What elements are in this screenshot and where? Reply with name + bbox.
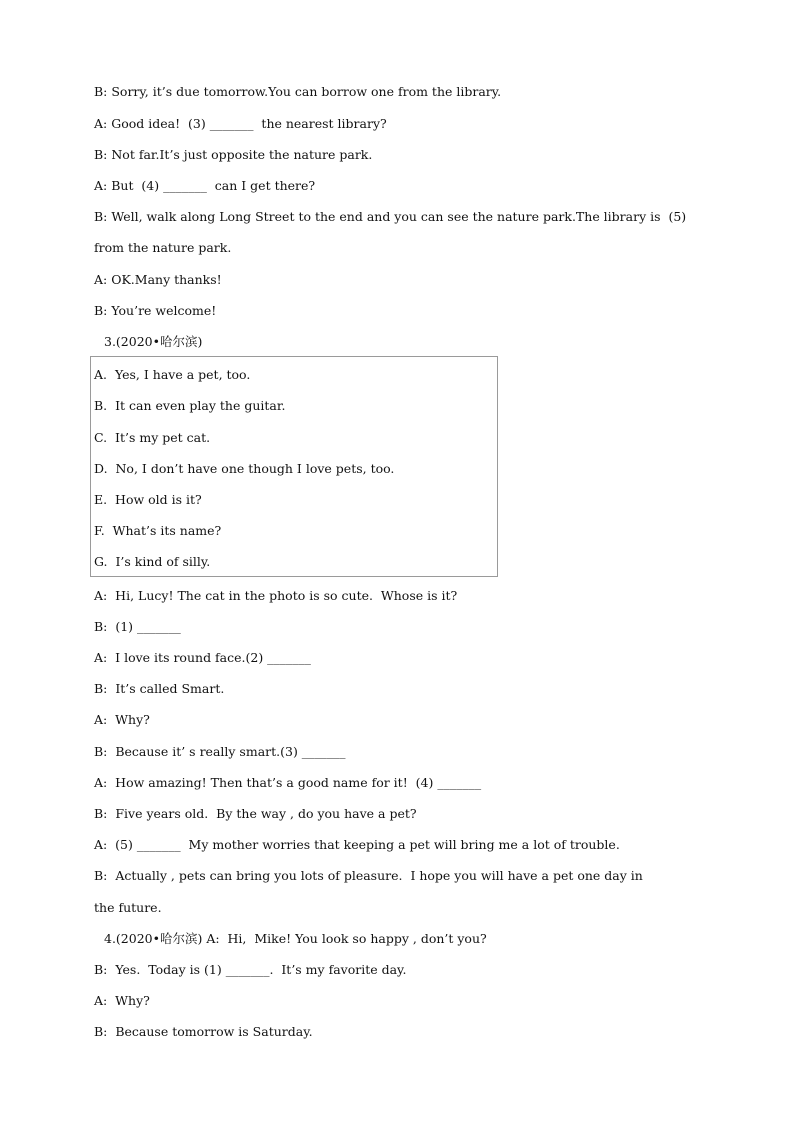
dialogue-line: B: Yes. Today is (1) _______. It’s my favorite day.: [94, 962, 407, 977]
option-item: D. No, I don’t have one though I love pets, too.: [94, 461, 395, 476]
option-item: F. What’s its name?: [94, 523, 222, 538]
option-item: C. It’s my pet cat.: [94, 430, 211, 445]
dialogue-line: B: Actually , pets can bring you lots of pleasure. I hope you will have a pet one day in: [94, 868, 643, 883]
dialogue-line: A: But (4) _______ can I get there?: [94, 178, 316, 193]
dialogue-line: B: Well, walk along Long Street to the end and you can see the nature park.The library is (5): [94, 209, 687, 224]
dialogue-line: A: I love its round face.(2) _______: [94, 650, 311, 665]
dialogue-line: the future.: [94, 900, 162, 915]
dialogue-line: B: (1) _______: [94, 619, 181, 634]
dialogue-line: B: Not far.It’s just opposite the nature park.: [94, 147, 373, 162]
dialogue-line: B: You’re welcome!: [94, 303, 217, 318]
dialogue-line: A: Why?: [94, 993, 150, 1008]
option-item: B. It can even play the guitar.: [94, 398, 286, 413]
dialogue-line: B: Because tomorrow is Saturday.: [94, 1024, 313, 1039]
option-item: G. I’s kind of silly.: [94, 554, 211, 569]
dialogue-line: B: It’s called Smart.: [94, 681, 225, 696]
dialogue-line: A: Hi, Lucy! The cat in the photo is so cute. Whose is it?: [94, 588, 458, 603]
dialogue-line: A: OK.Many thanks!: [94, 272, 222, 287]
dialogue-line: B: Because it’ s really smart.(3) _______: [94, 744, 346, 759]
dialogue-line: A: Why?: [94, 712, 150, 727]
option-item: E. How old is it?: [94, 492, 202, 507]
dialogue-line: A: Good idea! (3) _______ the nearest library?: [94, 116, 387, 131]
option-item: A. Yes, I have a pet, too.: [94, 367, 251, 382]
question-header: 3.(2020•哈尔滨): [104, 334, 203, 349]
question-header: 4.(2020•哈尔滨) A: Hi, Mike! You look so happy , don’t you?: [104, 931, 487, 946]
dialogue-line: B: Five years old. By the way , do you have a pet?: [94, 806, 417, 821]
dialogue-line: B: Sorry, it’s due tomorrow.You can borrow one from the library.: [94, 84, 502, 99]
dialogue-line: from the nature park.: [94, 240, 232, 255]
dialogue-line: A: How amazing! Then that’s a good name for it! (4) _______: [94, 775, 482, 790]
dialogue-line: A: (5) _______ My mother worries that keeping a pet will bring me a lot of trouble.: [94, 837, 620, 852]
